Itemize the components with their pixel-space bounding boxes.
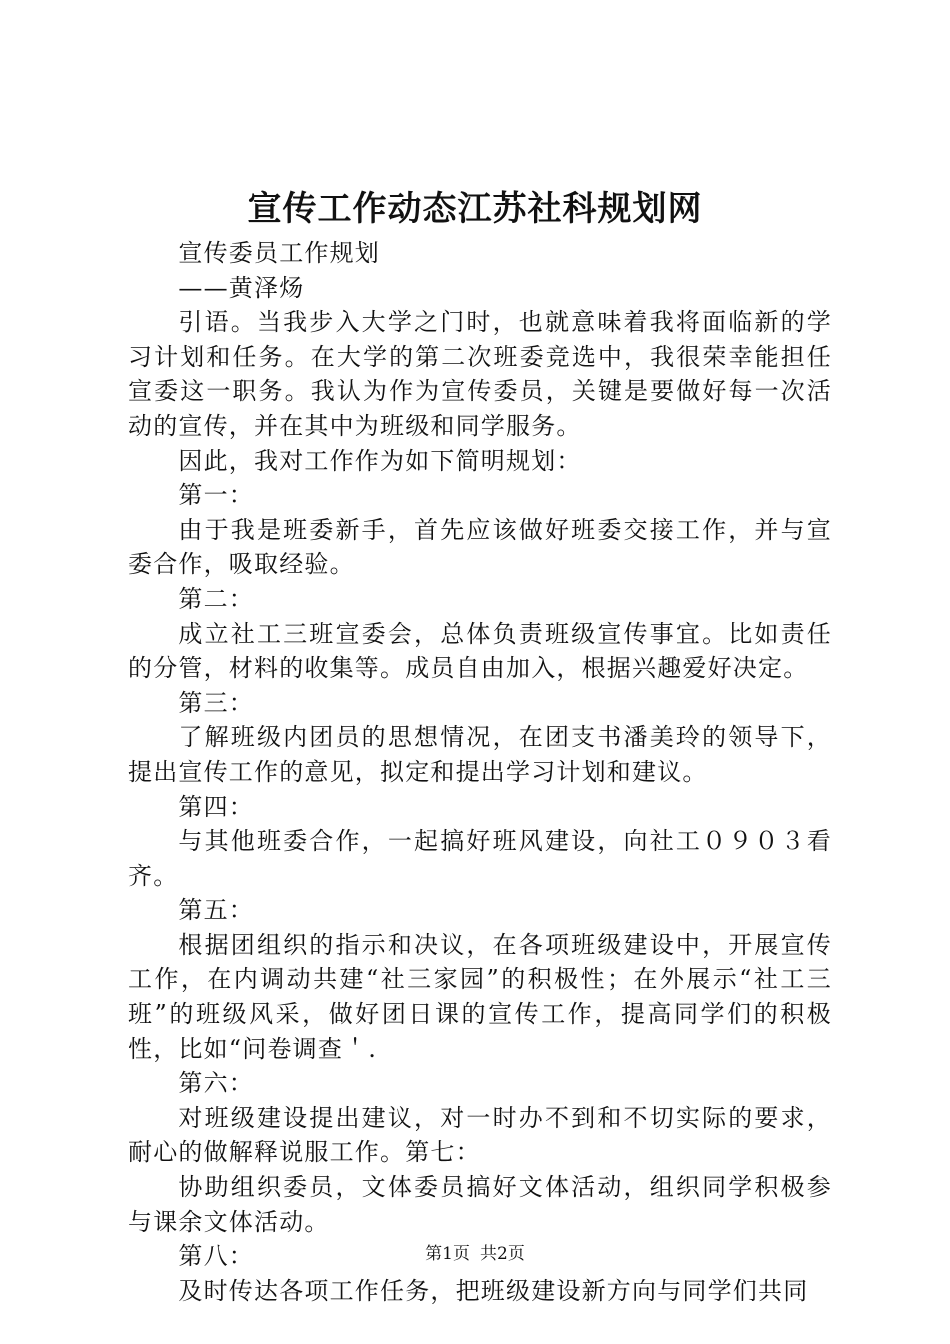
page-number-total: 共2页	[480, 1244, 525, 1264]
document-body	[128, 236, 832, 1308]
paragraph-item-3: 了解班级内团员的思想情况，在团支书潘美玲的领导下，提出宣传工作的意见，拟定和提出学习计划和建议。	[128, 723, 832, 786]
paragraph-item-2: 成立社工三班宣委会，总体负责班级宣传事宜。比如责任的分管，材料的收集等。成员自由加入，根据兴趣爱好决定。	[128, 619, 832, 683]
paragraph-item-8: 及时传达各项工作任务，把班级建设新方向与同学们共同	[178, 1276, 809, 1305]
paragraph-item-6: 对班级建设提出建议，对一时办不到和不切实际的要求，耐心的做解释说服工作。第七：	[128, 1103, 832, 1167]
section-label-8: 第八：	[178, 1242, 254, 1271]
paragraph-author: ——黄泽炀	[178, 273, 305, 302]
page-number-current: 第1页	[425, 1244, 470, 1264]
paragraph-plan-lead: 因此，我对工作作为如下简明规划：	[178, 446, 582, 475]
paragraph-heading: 宣传委员工作规划	[178, 239, 380, 267]
page-footer	[0, 1242, 950, 1266]
section-label-4: 第四：	[178, 792, 254, 821]
paragraph-item-5: 根据团组织的指示和决议，在各项班级建设中，开展宣传工作，在内调动共建“社三家园”的积极性；在外展示“社工三班”的班级风采，做好团日课的宣传工作，提高同学们的积极性，比如“问卷调查＇.	[128, 930, 832, 1063]
section-label-5: 第五：	[178, 896, 254, 925]
section-label-2: 第二：	[178, 584, 254, 613]
section-label-3: 第三：	[178, 688, 254, 717]
paragraph-intro: 引语。当我步入大学之门时，也就意味着我将面临新的学习计划和任务。在大学的第二次班委竞选中，我很荣幸能担任宣委这一职务。我认为作为宣传委员，关键是要做好每一次活动的宣传，并在其中为班级和同学服务。	[128, 308, 832, 440]
section-label-1: 第一：	[178, 481, 254, 510]
paragraph-item-7: 协助组织委员，文体委员搞好文体活动，组织同学积极参与课余文体活动。	[128, 1173, 832, 1236]
paragraph-item-1: 由于我是班委新手，首先应该做好班委交接工作，并与宣委合作，吸取经验。	[128, 515, 832, 579]
section-label-6: 第六：	[178, 1069, 254, 1098]
document-title: 宣传工作动态江苏社科规划网	[247, 189, 703, 229]
paragraph-item-4: 与其他班委合作，一起搞好班风建设，向社工０９０３看齐。	[128, 827, 832, 890]
